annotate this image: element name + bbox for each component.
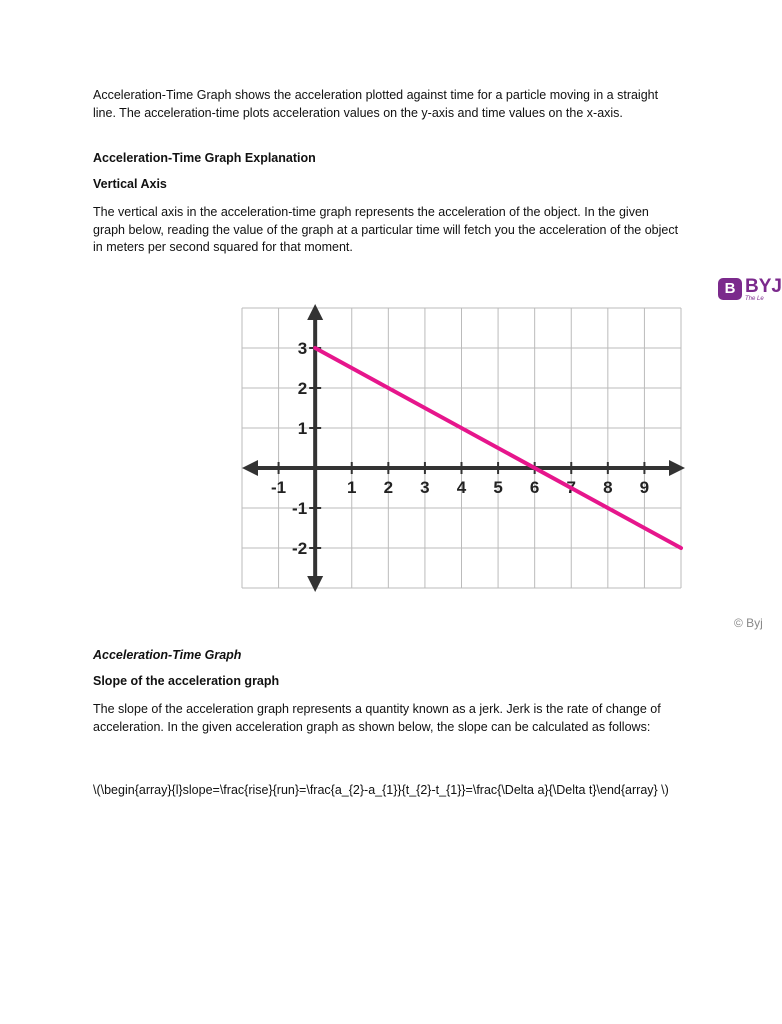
- x-tick-label: 5: [493, 478, 503, 497]
- byjus-logo-icon: B: [718, 278, 742, 300]
- byjus-logo-text: BYJ: [745, 276, 782, 297]
- byjus-logo-tagline: The Le: [745, 296, 764, 302]
- y-tick-label: 2: [297, 379, 308, 398]
- slope-formula: \(\begin{array}{l}slope=\frac{rise}{run}=\frac{a_{2}-a_{1}}{t_{2}-t_{1}}=\frac{\Delta a}{\Delta t}\end{array} \): [93, 783, 669, 797]
- x-tick-label: 8: [603, 478, 613, 497]
- heading-vertical-axis: Vertical Axis: [93, 177, 167, 191]
- x-tick-label: 9: [639, 478, 650, 497]
- x-tick-label: -1: [271, 478, 287, 497]
- intro-paragraph: Acceleration-Time Graph shows the acceleration plotted against time for a particle moving in a straight line. The acceleration-time plots acceleration values on the y-axis and time values on the x-axis.: [93, 88, 659, 120]
- x-tick-label: 1: [347, 478, 357, 497]
- y-tick-label: 3: [297, 339, 308, 358]
- heading-slope: Slope of the acceleration graph: [93, 674, 280, 688]
- y-axis-arrow-down-icon: [307, 576, 323, 592]
- heading-explanation: Acceleration-Time Graph Explanation: [93, 151, 316, 165]
- x-tick-label: 2: [383, 478, 394, 497]
- y-tick-label: 1: [297, 419, 308, 438]
- x-tick-label: 4: [456, 478, 467, 497]
- copyright-notice: © Byj: [734, 616, 763, 630]
- y-tick-label: -1: [292, 499, 308, 518]
- x-tick-label: 6: [529, 478, 540, 497]
- acceleration-time-chart: [236, 296, 686, 594]
- x-axis-arrow-left-icon: [242, 460, 258, 476]
- x-tick-label: 3: [420, 478, 430, 497]
- y-tick-label: -2: [292, 539, 308, 558]
- chart-caption: Acceleration-Time Graph: [93, 648, 242, 662]
- x-tick-label: 7: [566, 478, 576, 497]
- slope-paragraph: The slope of the acceleration graph represents a quantity known as a jerk. Jerk is the rate of change of acceleration. In the given acceleration graph as shown below, the slope can be calculated as follows:: [93, 702, 661, 734]
- vertical-axis-paragraph: The vertical axis in the acceleration-time graph represents the acceleration of the object. In the given graph below, reading the value of the graph at a particular time will fetch you the acceleration of the object in meters per second squared for that moment.: [93, 205, 679, 254]
- y-axis-arrow-up-icon: [307, 304, 323, 320]
- x-axis-arrow-right-icon: [669, 460, 685, 476]
